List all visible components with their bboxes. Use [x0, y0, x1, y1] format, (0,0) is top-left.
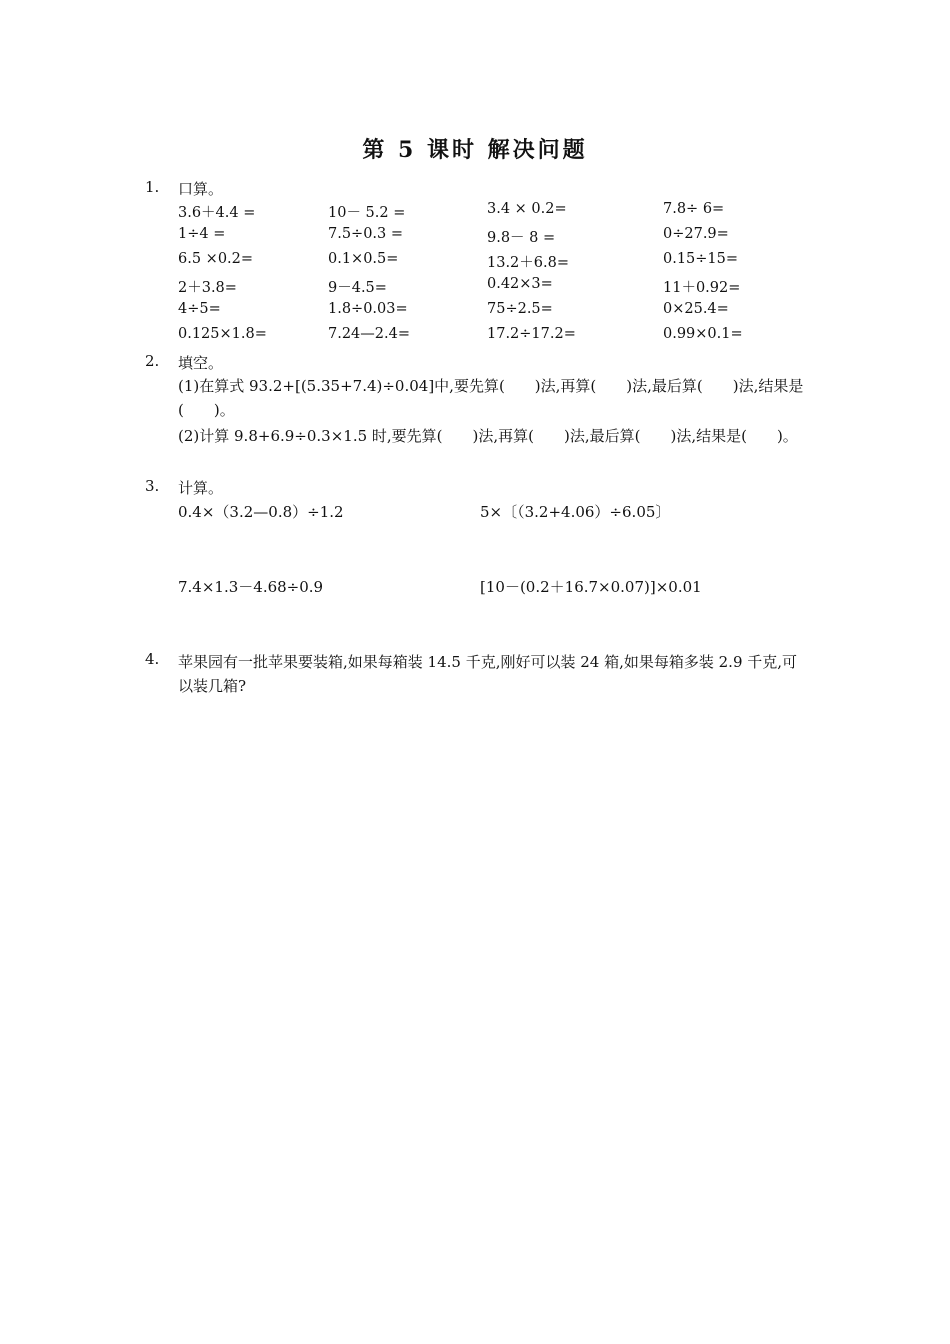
question-2-heading: 填空。 [178, 354, 224, 372]
grid-cell: 10－ 5.2 = [328, 205, 406, 221]
grid-row [178, 326, 818, 351]
grid-cell: 0.125×1.8= [178, 326, 267, 342]
grid-cell: 11＋0.92= [663, 280, 741, 296]
grid-cell: 9.8－ 8 = [487, 230, 556, 246]
calculation-expression: [10－(0.2＋16.7×0.07)]×0.01 [480, 578, 702, 596]
fill-in-item-1: (1)在算式 93.2+[(5.35+7.4)÷0.04]中,要先算( )法,再算( )法,最后算( )法,结果是( )。 [178, 377, 804, 419]
grid-cell: 17.2÷17.2= [487, 326, 576, 342]
grid-cell: 9－4.5= [328, 280, 387, 296]
fill-in-item-2: (2)计算 9.8+6.9÷0.3×1.5 时,要先算( )法,再算( )法,最后算( )法,结果是( )。 [178, 427, 798, 445]
question-2-number: 2. [145, 352, 160, 370]
grid-cell: 0.15÷15= [663, 251, 739, 267]
question-1-heading: 口算。 [178, 180, 224, 198]
grid-row [178, 301, 818, 326]
grid-cell: 4÷5= [178, 301, 221, 317]
grid-cell: 7.24—2.4= [328, 326, 410, 342]
grid-cell: 0÷27.9= [663, 226, 729, 242]
grid-row [178, 251, 818, 276]
page-title: 第 5 课时 解决问题 [362, 137, 588, 163]
calculation-expression: 7.4×1.3－4.68÷0.9 [178, 578, 324, 596]
grid-cell: 0.42×3= [487, 276, 553, 292]
grid-cell: 1÷4 = [178, 226, 226, 242]
grid-cell: 0.1×0.5= [328, 251, 399, 267]
question-3-heading: 计算。 [178, 479, 224, 497]
question-3-number: 3. [145, 477, 160, 495]
grid-cell: 7.5÷0.3 = [328, 226, 404, 242]
grid-cell: 3.6＋4.4 = [178, 205, 256, 221]
grid-row [178, 201, 818, 226]
grid-cell: 75÷2.5= [487, 301, 553, 317]
grid-cell: 1.8÷0.03= [328, 301, 408, 317]
grid-cell: 3.4 × 0.2= [487, 201, 567, 217]
question-4-number: 4. [145, 650, 160, 668]
grid-cell: 7.8÷ 6= [663, 201, 725, 217]
grid-cell: 13.2＋6.8= [487, 255, 569, 271]
grid-cell: 6.5 ×0.2= [178, 251, 254, 267]
grid-cell: 2＋3.8= [178, 280, 237, 296]
grid-cell: 0×25.4= [663, 301, 729, 317]
grid-row [178, 276, 818, 301]
calculation-expression: 5×〔（3.2+4.06）÷6.05〕 [480, 503, 671, 521]
calculation-expression: 0.4×（3.2—0.8）÷1.2 [178, 503, 344, 521]
word-problem-text: 苹果园有一批苹果要装箱,如果每箱装 14.5 千克,刚好可以装 24 箱,如果每箱多装 2.9 千克,可以装几箱? [178, 653, 798, 695]
question-1-number: 1. [145, 178, 160, 196]
grid-row [178, 226, 818, 251]
mental-math-grid [178, 201, 818, 351]
grid-cell: 0.99×0.1= [663, 326, 743, 342]
